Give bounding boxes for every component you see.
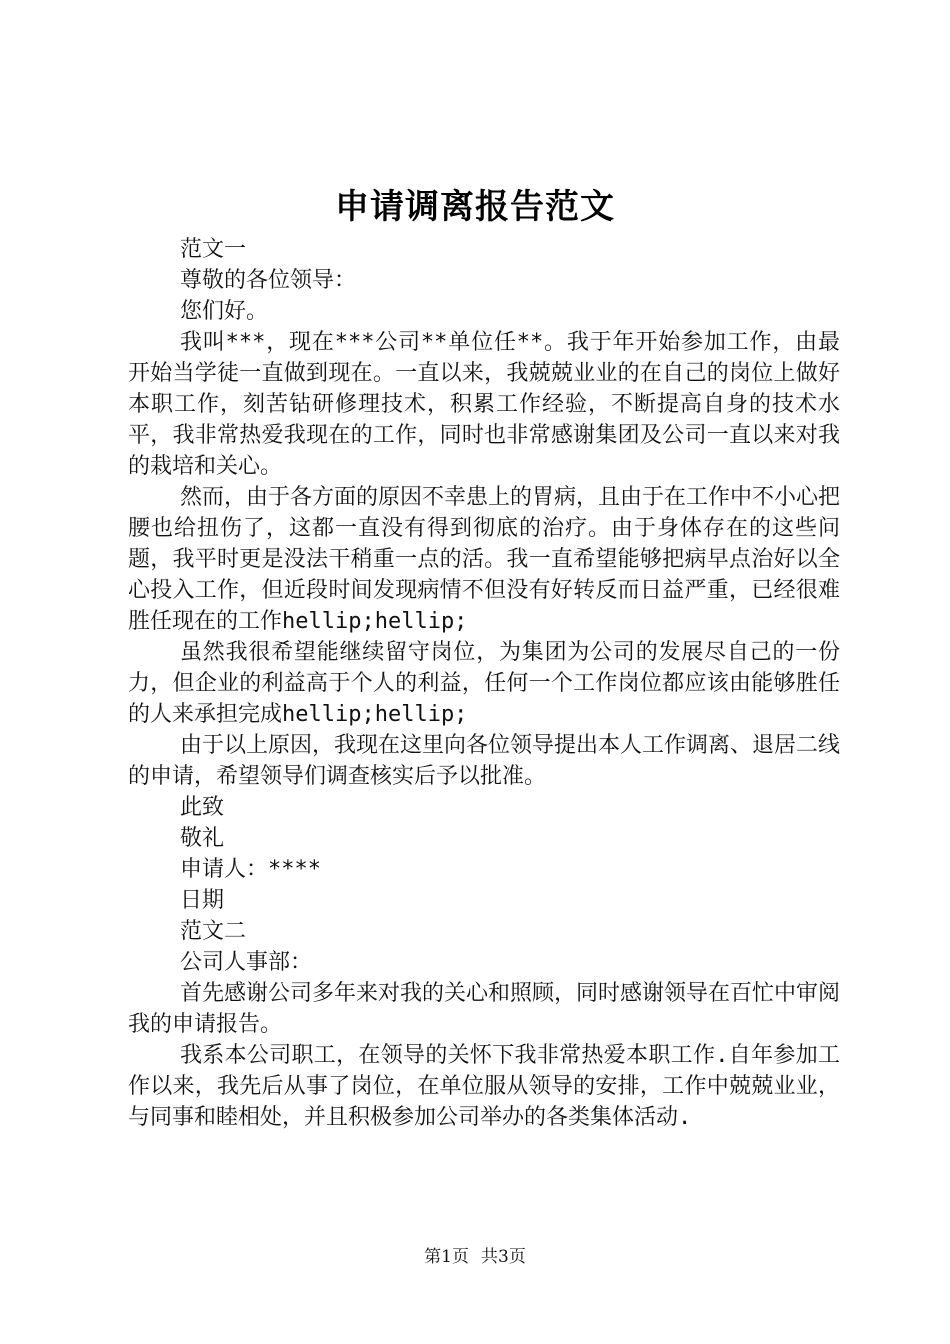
document-body	[128, 234, 840, 1133]
paragraph: 范文二	[180, 919, 247, 944]
paragraph: 然而，由于各方面的原因不幸患上的胃病，且由于在工作中不小心把腰也给扭伤了，这都一直没有得到彻底的治疗。由于身体存在的这些问题，我平时更是没法干稍重一点的活。我一直希望能够把病早点治好以全心投入工作，但近段时间发现病情不但没有好转反而日益严重，已经很难胜任现在的工作hellip;hellip;	[128, 485, 841, 634]
paragraph: 由于以上原因，我现在这里向各位领导提出本人工作调离、退居二线的申请，希望领导们调查核实后予以批准。	[128, 733, 841, 789]
paragraph: 申请人：****	[180, 857, 321, 882]
page-number: 第1页	[424, 1247, 469, 1267]
paragraph: 尊敬的各位领导：	[180, 268, 357, 293]
paragraph: 虽然我很希望能继续留守岗位，为集团为公司的发展尽自己的一份力，但企业的利益高于个人的利益，任何一个工作岗位都应该由能够胜任的人来承担完成hellip;hellip;	[128, 640, 840, 727]
paragraph: 范文一	[180, 237, 247, 262]
paragraph: 我叫***，现在***公司**单位任**。我于年开始参加工作，由最开始当学徒一直做到现在。一直以来，我兢兢业业的在自己的岗位上做好本职工作，刻苦钻研修理技术，积累工作经验，不断提高自身的技术水平，我非常热爱我现在的工作，同时也非常感谢集团及公司一直以来对我的栽培和关心。	[128, 330, 840, 479]
paragraph: 我系本公司职工，在领导的关怀下我非常热爱本职工作.自年参加工作以来，我先后从事了岗位，在单位服从领导的安排，工作中兢兢业业，与同事和睦相处，并且积极参加公司举办的各类集体活动.	[128, 1043, 840, 1130]
paragraph: 公司人事部：	[180, 950, 313, 975]
paragraph: 您们好。	[180, 299, 269, 324]
paragraph: 敬礼	[180, 826, 225, 851]
page-total: 共3页	[481, 1247, 526, 1267]
paragraph: 日期	[180, 888, 225, 913]
document-title: 申请调离报告范文	[335, 187, 615, 227]
page-footer	[0, 1246, 950, 1268]
paragraph: 首先感谢公司多年来对我的关心和照顾，同时感谢领导在百忙中审阅我的申请报告。	[128, 981, 841, 1037]
paragraph: 此致	[180, 795, 225, 820]
